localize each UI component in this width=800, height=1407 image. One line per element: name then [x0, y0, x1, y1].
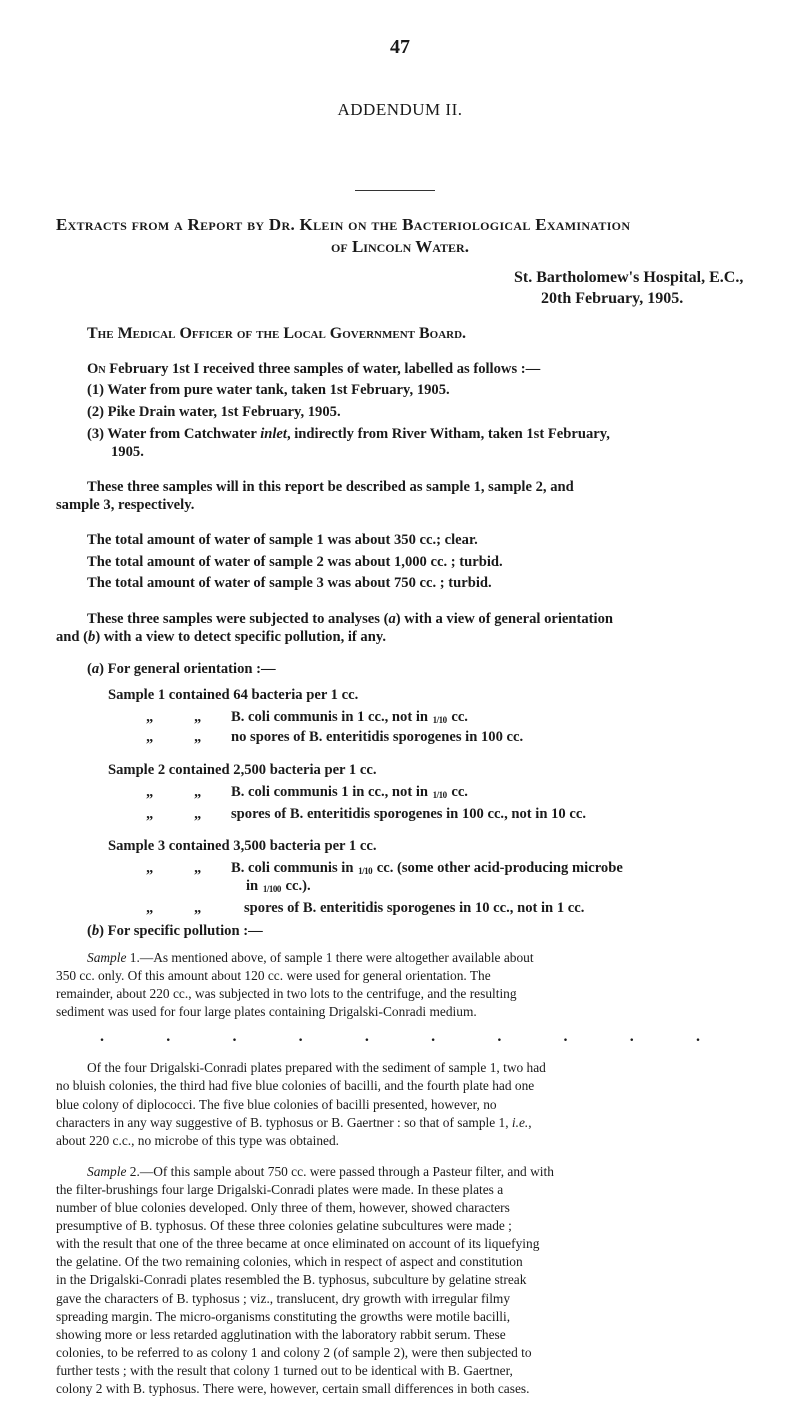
paragraph-line: These three samples were subjected to analyses (a) with a view of general orientation — [87, 610, 613, 627]
paragraph-line: colony 2 with B. typhosus. There were, however, certain small differences in both cases. — [56, 1380, 530, 1396]
total-amount-line: The total amount of water of sample 2 was about 1,000 cc. ; turbid. — [87, 553, 503, 570]
sample-result-line: B. coli communis in 1 cc., not in 1/10 cc. — [231, 708, 468, 725]
total-amount-line: The total amount of water of sample 3 was about 750 cc. ; turbid. — [87, 575, 492, 592]
sample-result-line: Sample 2 contained 2,500 bacteria per 1 cc. — [108, 761, 377, 778]
paragraph-line: colonies, to be referred to as colony 1 and colony 2 (of sample 2), were then subjected to — [56, 1344, 532, 1360]
page-number: 47 — [390, 36, 410, 58]
paragraph-line: with the result that one of the three became at once eliminated on account of its liquefying — [56, 1236, 540, 1252]
sample-result-line: B. coli communis 1 in cc., not in 1/10 cc. — [231, 783, 468, 800]
paragraph-line: Of the four Drigalski-Conradi plates prepared with the sediment of sample 1, two had — [87, 1060, 546, 1076]
intro-paragraph: On February 1st I received three samples of water, labelled as follows :— — [87, 360, 541, 377]
paragraph-line: blue colony of diplococci. The five blue colonies of bacilli presented, however, no — [56, 1096, 497, 1112]
addressee: The Medical Officer of the Local Government Board. — [87, 325, 467, 343]
sample-result-line: B. coli communis in 1/10 cc. (some other acid-producing microbe — [231, 859, 623, 876]
paragraph-line: no bluish colonies, the third had five blue colonies of bacilli, and the fourth plate had one — [56, 1078, 535, 1094]
paragraph-line: showing more or less retarded agglutination with the laboratory rabbit serum. These — [56, 1326, 506, 1342]
paragraph-line: remainder, about 220 cc., was subjected in two lots to the centrifuge, and the resulting — [56, 986, 517, 1002]
paragraph-line: spreading margin. The micro-organisms constituting the growths were motile bacilli, — [56, 1308, 511, 1324]
sample-result-line: no spores of B. enteritidis sporogenes in 100 cc. — [231, 729, 524, 746]
sample-list-item: (2) Pike Drain water, 1st February, 1905. — [87, 404, 341, 421]
ditto-mark: „ — [146, 783, 154, 800]
ditto-mark: „ — [146, 708, 154, 725]
ditto-mark: „ — [194, 708, 202, 725]
paragraph-line: further tests ; with the result that colony 1 turned out to be identical with B. Gaertner, — [56, 1362, 513, 1378]
paragraph-line: presumptive of B. typhosus. Of these three colonies gelatine subcultures were made ; — [56, 1218, 512, 1234]
report-title-line-1: Extracts from a Report by Dr. Klein on the Bacteriological Examination — [56, 215, 631, 234]
paragraph-line: sample 3, respectively. — [56, 497, 195, 514]
paragraph-line: about 220 c.c., no microbe of this type was obtained. — [56, 1132, 339, 1148]
letter-date: 20th February, 1905. — [541, 290, 684, 308]
ditto-mark: „ — [146, 899, 154, 916]
sample-list-item: (1) Water from pure water tank, taken 1st February, 1905. — [87, 382, 450, 399]
paragraph-line: Sample 2.—Of this sample about 750 cc. were passed through a Pasteur filter, and with — [87, 1164, 554, 1179]
ditto-mark: „ — [194, 899, 202, 916]
ellipsis-row: . . . . . . . . . . — [100, 1028, 700, 1045]
paragraph-line: number of blue colonies developed. Only three of them, however, showed characters — [56, 1200, 510, 1216]
ditto-mark: „ — [146, 805, 154, 822]
paragraph-line: and (b) with a view to detect specific pollution, if any. — [56, 628, 386, 645]
report-title-line-2: of Lincoln Water. — [331, 236, 469, 256]
ditto-mark: „ — [194, 805, 202, 822]
ditto-mark: „ — [194, 859, 202, 876]
sample-result-line: Sample 1 contained 64 bacteria per 1 cc. — [108, 686, 359, 703]
paragraph-line: characters in any way suggestive of B. typhosus or B. Gaertner : so that of sample 1, i.e., — [56, 1114, 532, 1130]
sample-result-line-continued: in 1/100 cc.). — [246, 877, 311, 894]
sample-list-item-continued: 1905. — [111, 444, 144, 461]
subsection-heading: (a) For general orientation :— — [87, 661, 276, 677]
sample-list-item: (3) Water from Catchwater inlet, indirectly from River Witham, taken 1st February, — [87, 426, 610, 443]
ditto-mark: „ — [194, 783, 202, 800]
sample-result-line: spores of B. enteritidis sporogenes in 100 cc., not in 10 cc. — [231, 805, 586, 822]
sender-address: St. Bartholomew's Hospital, E.C., — [514, 269, 744, 287]
subsection-heading: (b) For specific pollution :— — [87, 923, 263, 940]
paragraph-line: gave the characters of B. typhosus ; viz., translucent, dry growth with irregular filmy — [56, 1290, 511, 1306]
ditto-mark: „ — [146, 859, 154, 876]
total-amount-line: The total amount of water of sample 1 was about 350 cc.; clear. — [87, 531, 478, 548]
addendum-heading: ADDENDUM II. — [337, 100, 463, 119]
ditto-mark: „ — [194, 729, 202, 746]
paragraph-line: the gelatine. Of the two remaining colonies, which in respect of aspect and constitution — [56, 1254, 523, 1270]
paragraph-line: in the Drigalski-Conradi plates resembled the B. typhosus, subculture by gelatine streak — [56, 1272, 527, 1288]
sample-result-line: Sample 3 contained 3,500 bacteria per 1 cc. — [108, 837, 377, 854]
paragraph-line: 350 cc. only. Of this amount about 120 cc. were used for general orientation. The — [56, 968, 491, 984]
paragraph-line: sediment was used for four large plates containing Drigalski-Conradi medium. — [56, 1004, 477, 1020]
ditto-mark: „ — [146, 729, 154, 746]
paragraph-line: the filter-brushings four large Drigalski-Conradi plates were made. In these plates a — [56, 1182, 504, 1198]
divider-rule — [355, 190, 435, 191]
paragraph-line: Sample 1.—As mentioned above, of sample 1 there were altogether available about — [87, 950, 534, 965]
sample-result-line: spores of B. enteritidis sporogenes in 10 cc., not in 1 cc. — [244, 899, 585, 916]
paragraph-line: These three samples will in this report be described as sample 1, sample 2, and — [87, 479, 574, 496]
